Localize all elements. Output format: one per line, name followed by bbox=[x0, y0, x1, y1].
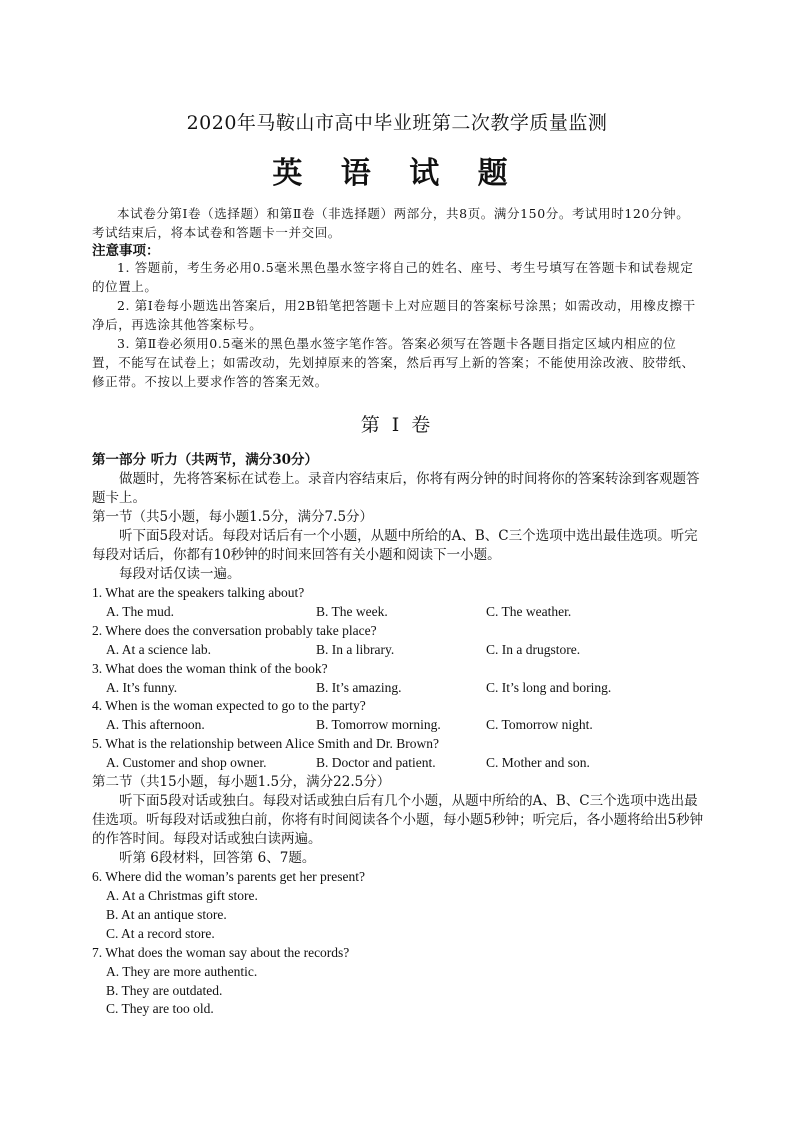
question-4 bbox=[92, 697, 704, 735]
option-c: C. Tomorrow night. bbox=[486, 717, 593, 733]
question-stem: 4. When is the woman expected to go to the party? bbox=[92, 698, 366, 714]
question-options bbox=[92, 716, 704, 735]
option-b: B. Tomorrow morning. bbox=[316, 717, 441, 733]
notice-item: 1. 答题前，考生务必用0.5毫米黑色墨水签字将自己的姓名、座号、考生号填写在答题卡和试卷规定的位置上。 bbox=[92, 260, 694, 294]
option-c: C. It’s long and boring. bbox=[486, 679, 612, 695]
option-c: C. Mother and son. bbox=[486, 755, 590, 771]
question-stem: 1. What are the speakers talking about? bbox=[92, 585, 305, 600]
question-7 bbox=[92, 944, 704, 1020]
section1-heading: 第一节（共5小题，每小题1.5分，满分7.5分） bbox=[92, 509, 374, 525]
option-a: A. They are more authentic. bbox=[106, 963, 258, 979]
exam-title: 2020年马鞍山市高中毕业班第二次教学质量监测 bbox=[186, 112, 608, 134]
option-b: B. In a library. bbox=[316, 641, 395, 657]
option-a: A. The mud. bbox=[106, 603, 174, 619]
option-a: A. At a science lab. bbox=[106, 641, 211, 657]
question-options bbox=[92, 603, 704, 622]
question-5 bbox=[92, 735, 704, 773]
option-c: C. The weather. bbox=[486, 603, 572, 619]
subject-title: 英 语 试 题 bbox=[272, 156, 522, 191]
section2-instruction: 听下面5段对话或独白。每段对话或独白后有几个小题，从题中所给的A、B、C三个选项中选出最佳选项。听每段对话或独白前，你将有时间阅读各个小题，每小题5秒钟；听完后，各小题将给出5秒钟的作答时间。每段对话或独白读两遍。 bbox=[92, 793, 704, 848]
question-1 bbox=[92, 584, 704, 622]
notice-heading: 注意事项： bbox=[92, 243, 160, 259]
option-b: B. At an antique store. bbox=[106, 906, 227, 922]
option-a: A. At a Christmas gift store. bbox=[106, 887, 258, 903]
notice-item: 2. 第Ⅰ卷每小题选出答案后，用2B铅笔把答题卡上对应题目的答案标号涂黑；如需改动，用橡皮擦干净后，再选涂其他答案标号。 bbox=[92, 298, 696, 332]
section2-material-note: 听第 6段材料，回答第 6、7题。 bbox=[119, 850, 316, 867]
option-b: B. The week. bbox=[316, 603, 388, 619]
option-c: C. At a record store. bbox=[106, 925, 215, 941]
question-6 bbox=[92, 868, 704, 944]
option-a: A. This afternoon. bbox=[106, 717, 205, 733]
section1-instruction: 听下面5段对话。每段对话后有一个小题，从题中所给的A、B、C三个选项中选出最佳选项。听完每段对话后，你都有10秒钟的时间来回答有关小题和阅读下一小题。 bbox=[92, 528, 698, 563]
option-b: B. It’s amazing. bbox=[316, 679, 402, 695]
listening-part bbox=[92, 451, 704, 1019]
option-a: A. Customer and shop owner. bbox=[106, 755, 267, 771]
option-b: B. Doctor and patient. bbox=[316, 755, 436, 771]
part1-instruction: 做题时，先将答案标在试卷上。录音内容结束后，你将有两分钟的时间将你的答案转涂到客观题答题卡上。 bbox=[92, 471, 700, 506]
question-3 bbox=[92, 660, 704, 698]
part1-heading: 第一部分 听力（共两节，满分30分） bbox=[92, 452, 318, 468]
notice-item: 3. 第Ⅱ卷必须用0.5毫米的黑色墨水签字笔作答。答案必须写在答题卡各题目指定区域内相应的位置，不能写在试卷上；如需改动，先划掉原来的答案，然后再写上新的答案；不能使用涂改液、胶带纸、修正带。不按以上要求作答的答案无效。 bbox=[92, 336, 695, 389]
option-a: A. It’s funny. bbox=[106, 679, 178, 695]
option-b: B. They are outdated. bbox=[106, 982, 223, 998]
question-options bbox=[92, 754, 704, 773]
notice-list bbox=[92, 258, 702, 391]
question-stem: 7. What does the woman say about the records? bbox=[92, 944, 350, 960]
question-options bbox=[92, 641, 704, 660]
option-c: C. They are too old. bbox=[106, 1001, 214, 1017]
section2-heading: 第二节（共15小题，每小题1.5分，满分22.5分） bbox=[92, 774, 391, 791]
question-2 bbox=[92, 622, 704, 660]
section1-note: 每段对话仅读一遍。 bbox=[119, 566, 241, 582]
volume-title: 第 I 卷 bbox=[360, 414, 434, 436]
exam-intro: 本试卷分第Ⅰ卷（选择题）和第Ⅱ卷（非选择题）两部分，共8页。满分150分。考试用时120分钟。考试结束后，将本试卷和答题卡一并交回。 bbox=[92, 206, 690, 240]
question-options bbox=[92, 679, 704, 698]
question-stem: 2. Where does the conversation probably take place? bbox=[92, 622, 377, 638]
question-stem: 6. Where did the woman’s parents get her present? bbox=[92, 869, 366, 885]
question-stem: 3. What does the woman think of the book? bbox=[92, 660, 328, 676]
question-stem: 5. What is the relationship between Alice Smith and Dr. Brown? bbox=[92, 736, 439, 752]
option-c: C. In a drugstore. bbox=[486, 641, 581, 657]
